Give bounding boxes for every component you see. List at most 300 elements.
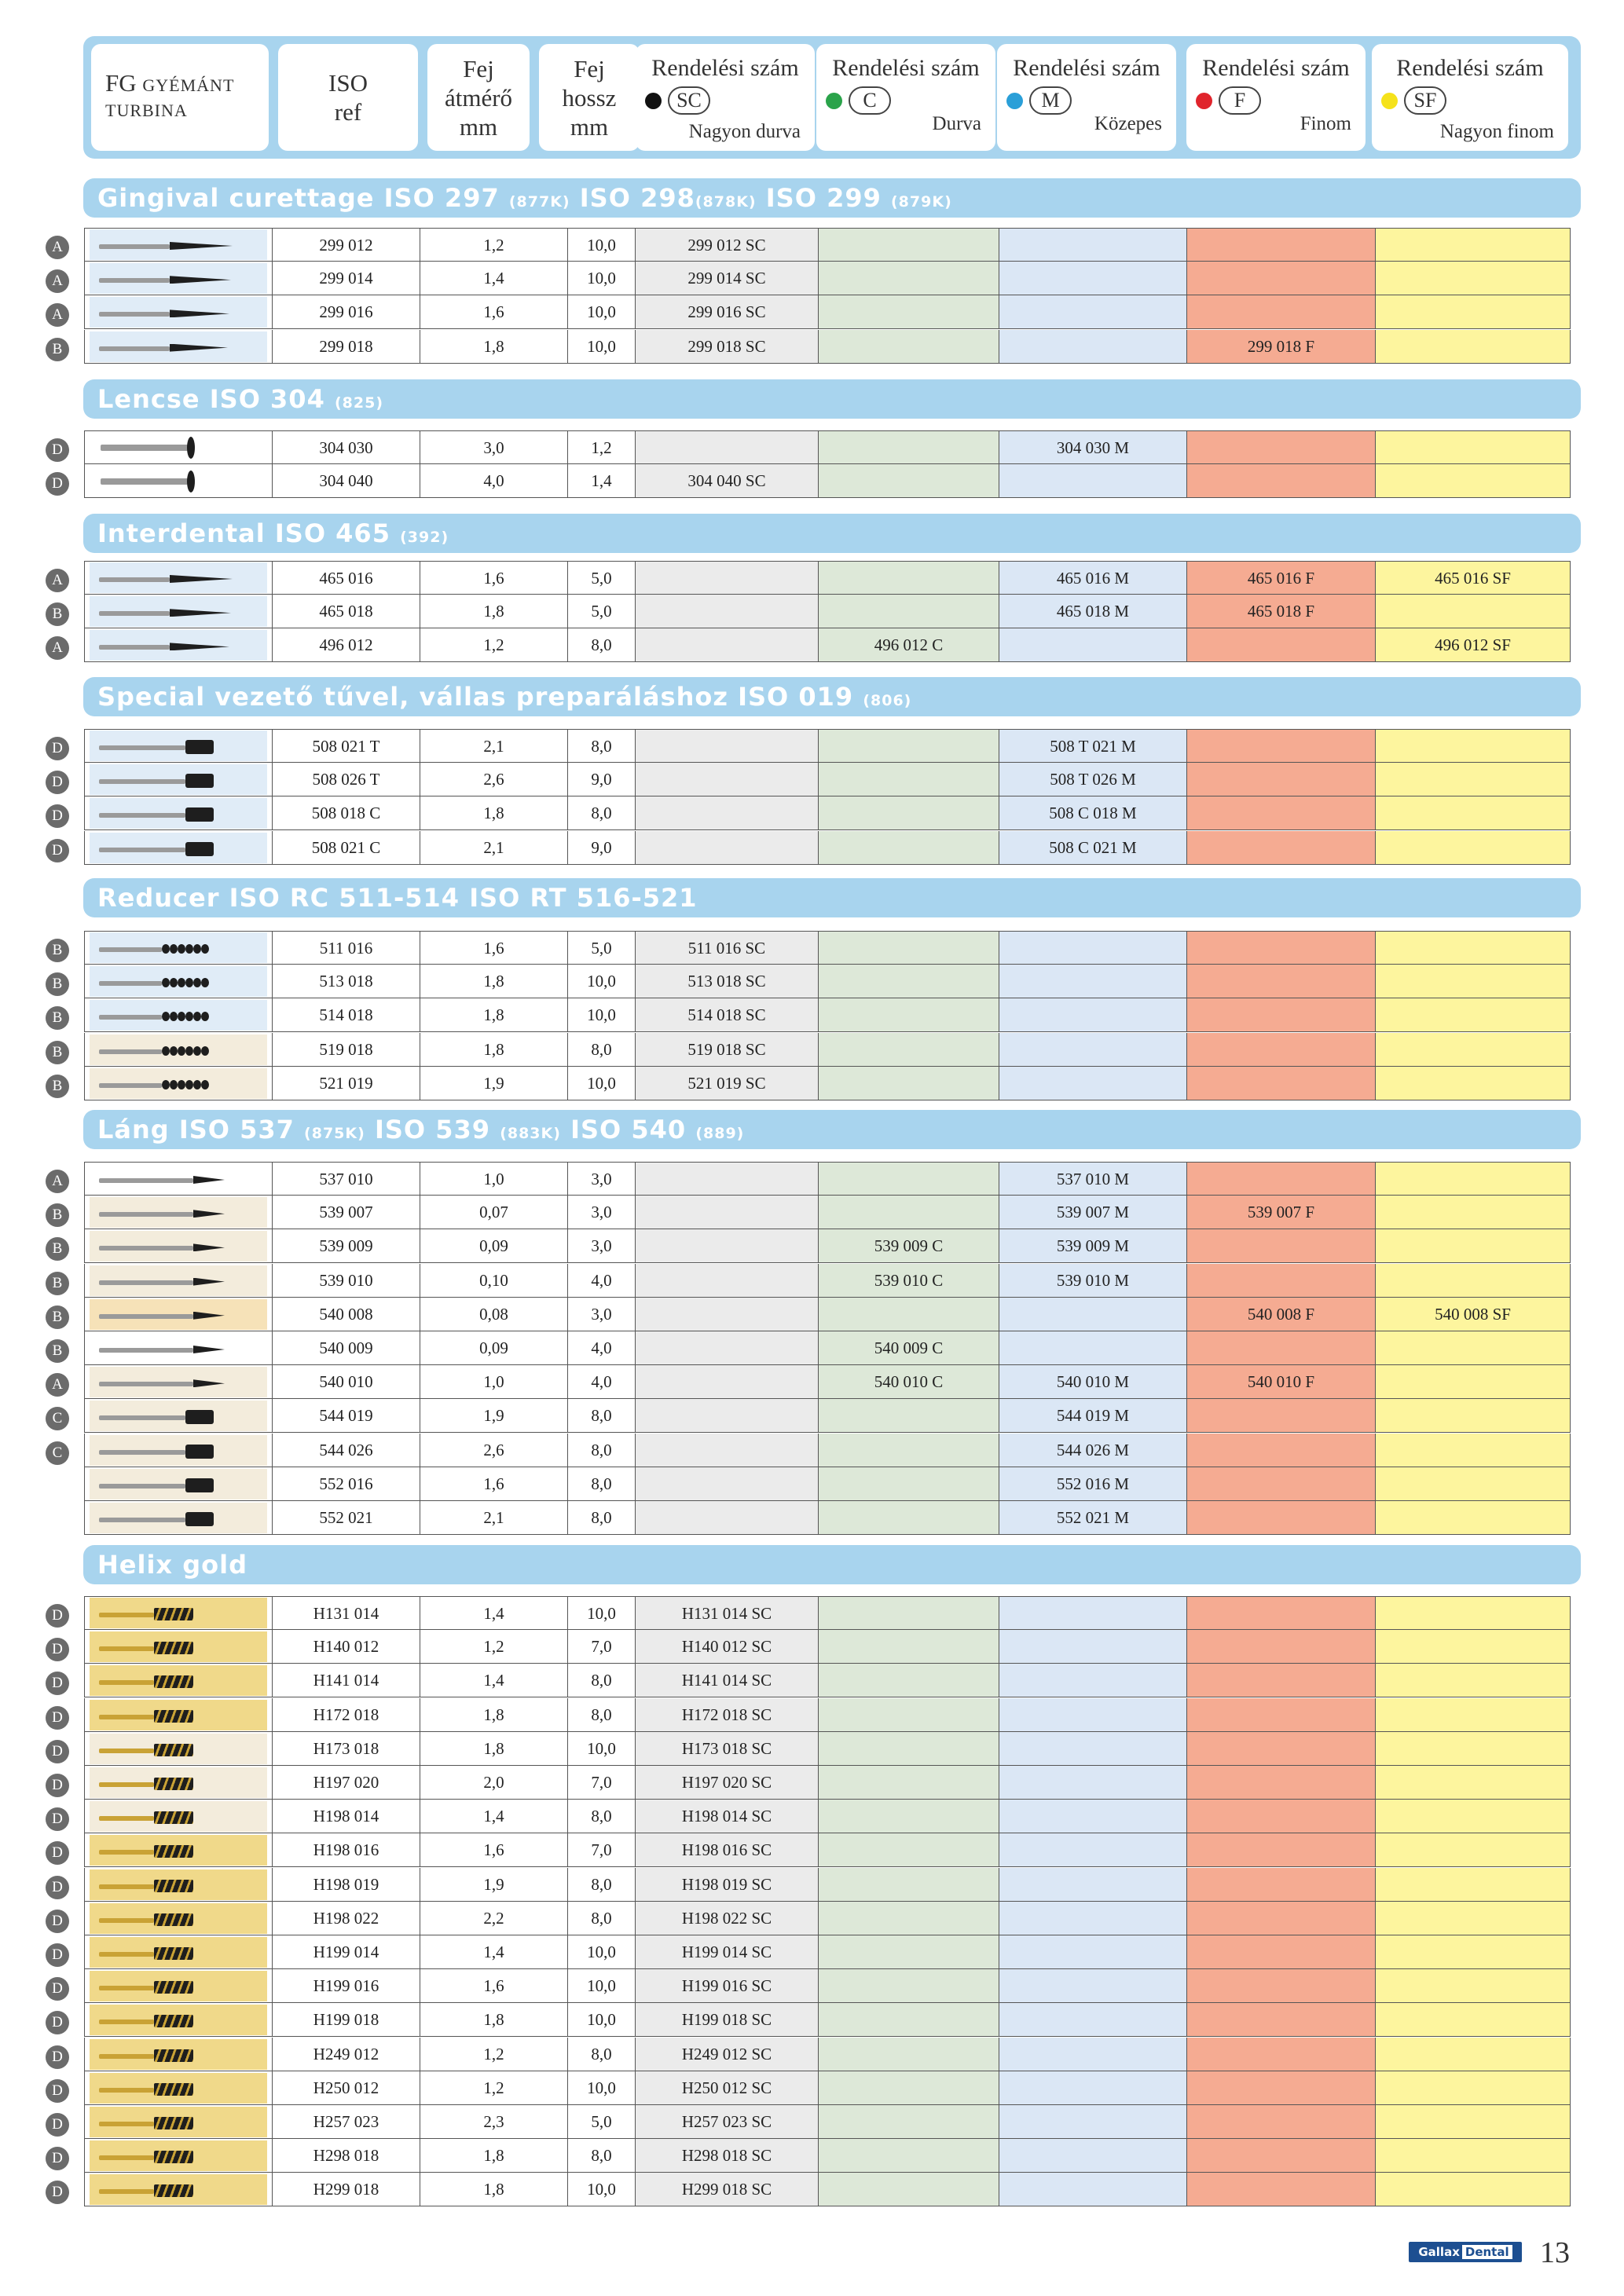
bur-illustration xyxy=(90,1333,267,1364)
shape-badge: B xyxy=(46,1339,69,1363)
bur-bead xyxy=(162,1046,170,1056)
order-sc-cell xyxy=(636,729,819,763)
head-diameter-cell: 1,6 xyxy=(420,1969,568,2003)
order-m-cell xyxy=(999,1800,1187,1833)
table-row xyxy=(0,1902,1624,1935)
order-m-cell xyxy=(999,228,1187,262)
iso-ref-cell: 519 018 xyxy=(273,1033,420,1067)
head-diameter-cell: 1,9 xyxy=(420,1067,568,1100)
bur-illustration xyxy=(90,466,267,496)
order-m-cell xyxy=(999,2105,1187,2139)
head-diameter-cell: 1,2 xyxy=(420,2038,568,2071)
page-number: 13 xyxy=(1540,2236,1570,2269)
table-row xyxy=(0,931,1624,965)
iso-ref-cell: 304 030 xyxy=(273,430,420,464)
order-f-cell xyxy=(1187,262,1376,295)
bur-shank xyxy=(101,445,189,451)
order-c-cell xyxy=(819,1467,999,1501)
order-f-cell xyxy=(1187,1229,1376,1263)
table-row xyxy=(0,1033,1624,1067)
order-m-cell xyxy=(999,262,1187,295)
order-f-cell: 465 016 F xyxy=(1187,561,1376,595)
order-c-cell xyxy=(819,1766,999,1800)
order-f-cell xyxy=(1187,1434,1376,1467)
order-m-cell: 537 010 M xyxy=(999,1162,1187,1196)
iso-ref-cell: 508 018 C xyxy=(273,796,420,830)
order-c-cell xyxy=(819,262,999,295)
iso-ref-cell: 539 010 xyxy=(273,1264,420,1298)
order-sf-cell xyxy=(1376,1501,1571,1535)
bur-bead xyxy=(170,1012,178,1021)
order-m-cell xyxy=(999,1630,1187,1664)
bur-head xyxy=(187,471,195,493)
bur-shank xyxy=(99,779,185,784)
shape-badge: B xyxy=(46,972,69,996)
bur-shank xyxy=(99,1015,162,1020)
iso-ref-cell: H141 014 xyxy=(273,1664,420,1697)
order-m-cell xyxy=(999,330,1187,364)
iso-ref-cell: H173 018 xyxy=(273,1732,420,1766)
order-code-row xyxy=(1372,86,1568,115)
order-sc-cell: H299 018 SC xyxy=(636,2173,819,2206)
head-length-cell: 8,0 xyxy=(568,729,636,763)
bur-shank xyxy=(99,346,170,351)
head-length-cell: 10,0 xyxy=(568,2071,636,2105)
table-row xyxy=(0,295,1624,329)
section-title-part: Interdental ISO 465 xyxy=(97,518,401,548)
order-c-cell xyxy=(819,1698,999,1732)
bur-head xyxy=(154,1608,193,1620)
shape-badge: B xyxy=(46,602,69,626)
order-c-cell xyxy=(819,831,999,865)
bur-illustration xyxy=(90,1971,267,2001)
head-diameter-cell: 1,4 xyxy=(420,1800,568,1833)
bur-bead xyxy=(162,1080,170,1089)
iso-ref-cell: 511 016 xyxy=(273,931,420,965)
order-f-cell xyxy=(1187,2105,1376,2139)
order-m-cell: 304 030 M xyxy=(999,430,1187,464)
shape-badge: A xyxy=(46,569,69,592)
order-m-cell: 552 016 M xyxy=(999,1467,1187,1501)
head-diameter-cell: 1,2 xyxy=(420,1630,568,1664)
bur-head xyxy=(154,2049,193,2062)
bur-bead xyxy=(162,1012,170,1021)
order-sc-cell xyxy=(636,561,819,595)
bur-head xyxy=(193,1379,225,1387)
iso-ref-cell: 540 008 xyxy=(273,1298,420,1331)
bur-illustration xyxy=(90,1034,267,1065)
order-f-cell xyxy=(1187,2139,1376,2173)
table-row xyxy=(0,1969,1624,2003)
section-title xyxy=(83,1545,1581,1584)
order-sf-cell xyxy=(1376,729,1571,763)
grade-description: Nagyon finom xyxy=(1439,121,1554,142)
bur-head xyxy=(193,1243,225,1251)
order-m-cell xyxy=(999,2038,1187,2071)
order-f-cell xyxy=(1187,931,1376,965)
head-length-cell: 10,0 xyxy=(568,2173,636,2206)
bur-head xyxy=(170,575,233,583)
bur-illustration xyxy=(90,1631,267,1662)
order-c-cell xyxy=(819,1162,999,1196)
head-length-cell: 3,0 xyxy=(568,1298,636,1331)
shape-badge: D xyxy=(46,472,69,496)
iso-ref-cell: 552 016 xyxy=(273,1467,420,1501)
head-diameter-cell: 1,8 xyxy=(420,2173,568,2206)
head-diameter-cell: 0,07 xyxy=(420,1196,568,1229)
order-m-cell xyxy=(999,295,1187,329)
shape-badge: D xyxy=(46,1638,69,1661)
table-row xyxy=(0,464,1624,498)
header-order-sf xyxy=(1372,44,1568,151)
iso-ref-cell: 521 019 xyxy=(273,1067,420,1100)
order-m-cell xyxy=(999,1833,1187,1867)
order-sf-cell xyxy=(1376,2071,1571,2105)
grade-description: Nagyon durva xyxy=(688,121,801,142)
section-title-part: ISO 539 xyxy=(365,1115,500,1144)
head-length-cell: 10,0 xyxy=(568,1596,636,1630)
order-f-cell xyxy=(1187,763,1376,796)
table-row xyxy=(0,729,1624,763)
section-title xyxy=(83,514,1581,553)
iso-ref-cell: H140 012 xyxy=(273,1630,420,1664)
section-title-part: Helix gold xyxy=(97,1550,247,1580)
bur-bead xyxy=(170,1046,178,1056)
order-m-cell xyxy=(999,998,1187,1032)
head-diameter-cell: 1,6 xyxy=(420,1467,568,1501)
order-m-cell xyxy=(999,1902,1187,1935)
order-f-cell xyxy=(1187,464,1376,498)
bur-head xyxy=(170,609,231,617)
bur-illustration xyxy=(90,1665,267,1696)
order-sf-cell xyxy=(1376,831,1571,865)
iso-ref-cell: 514 018 xyxy=(273,998,420,1032)
order-f-cell xyxy=(1187,1800,1376,1833)
bur-shank xyxy=(99,2155,154,2160)
bur-illustration xyxy=(90,2039,267,2070)
bur-head xyxy=(154,1778,193,1790)
order-sc-cell: H199 018 SC xyxy=(636,2003,819,2037)
head-length-cell: 10,0 xyxy=(568,330,636,364)
bur-illustration xyxy=(90,1231,267,1262)
order-f-cell xyxy=(1187,1596,1376,1630)
order-sc-cell xyxy=(636,1434,819,1467)
order-m-cell xyxy=(999,464,1187,498)
shape-badge: B xyxy=(46,939,69,962)
order-sf-cell xyxy=(1376,796,1571,830)
shape-badge: C xyxy=(46,1407,69,1430)
section-title xyxy=(83,878,1581,917)
bur-head xyxy=(170,344,228,352)
head-length-cell: 8,0 xyxy=(568,1902,636,1935)
order-sf-cell xyxy=(1376,1766,1571,1800)
bur-head xyxy=(154,1880,193,1892)
order-sc-cell: 299 014 SC xyxy=(636,262,819,295)
order-code-row xyxy=(816,86,995,115)
order-sf-cell xyxy=(1376,1365,1571,1399)
shape-badge: D xyxy=(46,1876,69,1899)
section-title-part: (889) xyxy=(695,1125,745,1142)
order-sf-cell xyxy=(1376,595,1571,628)
head-length-cell: 8,0 xyxy=(568,1467,636,1501)
table-row xyxy=(0,1434,1624,1467)
order-f-cell xyxy=(1187,2071,1376,2105)
order-sf-cell xyxy=(1376,1902,1571,1935)
header-product-fg: FG xyxy=(105,69,137,97)
order-m-cell: 508 T 021 M xyxy=(999,729,1187,763)
order-c-cell xyxy=(819,1596,999,1630)
order-sf-cell xyxy=(1376,931,1571,965)
order-c-cell xyxy=(819,464,999,498)
head-length-cell: 10,0 xyxy=(568,998,636,1032)
bur-bead xyxy=(201,944,209,954)
bur-illustration xyxy=(90,1937,267,1968)
head-diameter-cell: 1,8 xyxy=(420,1698,568,1732)
bur-head xyxy=(170,242,233,250)
order-code-row xyxy=(997,86,1176,115)
grade-code: C xyxy=(849,86,891,115)
bur-shank xyxy=(101,478,189,485)
bur-illustration xyxy=(90,1503,267,1533)
head-diameter-cell: 1,8 xyxy=(420,330,568,364)
order-m-cell xyxy=(999,965,1187,998)
order-f-cell xyxy=(1187,1935,1376,1969)
head-diameter-cell: 2,3 xyxy=(420,2105,568,2139)
order-sf-cell xyxy=(1376,430,1571,464)
bur-head xyxy=(154,1744,193,1756)
order-f-cell xyxy=(1187,729,1376,763)
head-length-cell: 5,0 xyxy=(568,595,636,628)
order-f-cell xyxy=(1187,1399,1376,1433)
iso-ref-cell: H199 018 xyxy=(273,2003,420,2037)
order-f-cell xyxy=(1187,2038,1376,2071)
bur-head xyxy=(162,1045,209,1057)
bur-shank xyxy=(99,2189,154,2194)
order-c-cell xyxy=(819,1434,999,1467)
head-length-cell: 8,0 xyxy=(568,628,636,662)
header-head-diameter: Fej átmérő mm xyxy=(427,44,530,151)
bur-bead xyxy=(193,1046,201,1056)
head-length-cell: 5,0 xyxy=(568,2105,636,2139)
iso-ref-cell: 552 021 xyxy=(273,1501,420,1535)
order-sc-cell: 299 012 SC xyxy=(636,228,819,262)
head-length-cell: 4,0 xyxy=(568,1331,636,1365)
bur-bead xyxy=(178,978,185,987)
head-length-cell: 8,0 xyxy=(568,1698,636,1732)
bur-illustration xyxy=(90,1197,267,1228)
order-m-cell: 508 C 018 M xyxy=(999,796,1187,830)
order-f-cell xyxy=(1187,1833,1376,1867)
bur-shank xyxy=(99,1382,193,1386)
table-row xyxy=(0,430,1624,464)
order-sc-cell: 299 016 SC xyxy=(636,295,819,329)
grade-description: Finom xyxy=(1300,113,1351,134)
bur-shank xyxy=(99,1280,193,1285)
table-row xyxy=(0,763,1624,796)
order-sc-cell xyxy=(636,595,819,628)
bur-illustration xyxy=(90,2107,267,2137)
order-m-cell xyxy=(999,931,1187,965)
shape-badge: D xyxy=(46,2079,69,2103)
bur-bead xyxy=(178,1046,185,1056)
order-c-cell xyxy=(819,330,999,364)
table-row xyxy=(0,965,1624,998)
bur-shank xyxy=(99,1680,154,1685)
order-sf-cell xyxy=(1376,295,1571,329)
grade-dot-icon xyxy=(1381,93,1398,109)
head-length-cell: 9,0 xyxy=(568,831,636,865)
order-c-cell xyxy=(819,1501,999,1535)
order-sf-cell xyxy=(1376,1434,1571,1467)
order-m-cell: 544 026 M xyxy=(999,1434,1187,1467)
order-sc-cell: H198 014 SC xyxy=(636,1800,819,1833)
head-length-cell: 7,0 xyxy=(568,1766,636,1800)
iso-ref-cell: 508 021 T xyxy=(273,729,420,763)
bur-bead xyxy=(178,944,185,954)
bur-bead xyxy=(185,978,193,987)
iso-ref-cell: H249 012 xyxy=(273,2038,420,2071)
order-f-cell xyxy=(1187,831,1376,865)
head-length-cell: 8,0 xyxy=(568,1399,636,1433)
order-sc-cell xyxy=(636,1365,819,1399)
grade-dot-icon xyxy=(1196,93,1212,109)
bur-shank xyxy=(99,2020,154,2024)
order-m-cell xyxy=(999,1698,1187,1732)
grade-dot-icon xyxy=(826,93,842,109)
head-diameter-cell: 1,2 xyxy=(420,2071,568,2105)
order-sf-cell xyxy=(1376,2105,1571,2139)
table-row xyxy=(0,1196,1624,1229)
table-row xyxy=(0,1067,1624,1100)
shape-badge: B xyxy=(46,1237,69,1261)
iso-ref-cell: H131 014 xyxy=(273,1596,420,1630)
bur-shank xyxy=(99,1212,193,1217)
grade-description: Közepes xyxy=(1094,113,1162,134)
order-m-cell: 508 C 021 M xyxy=(999,831,1187,865)
head-diameter-cell: 1,9 xyxy=(420,1868,568,1902)
order-m-cell xyxy=(999,1596,1187,1630)
head-diameter-cell: 1,0 xyxy=(420,1365,568,1399)
iso-ref-cell: H257 023 xyxy=(273,2105,420,2139)
iso-ref-cell: 540 010 xyxy=(273,1365,420,1399)
head-length-cell: 8,0 xyxy=(568,1434,636,1467)
head-diameter-cell: 3,0 xyxy=(420,430,568,464)
section-title-part: Lencse ISO 304 xyxy=(97,384,335,414)
bur-head xyxy=(185,807,214,822)
grade-code: F xyxy=(1219,86,1261,115)
bur-shank xyxy=(99,1918,154,1923)
header-product-diamond: GYÉMÁNT xyxy=(142,75,235,95)
bur-illustration xyxy=(90,630,267,661)
table-row xyxy=(0,1732,1624,1766)
order-m-cell xyxy=(999,2003,1187,2037)
order-f-cell xyxy=(1187,1467,1376,1501)
header-product-turbine: TURBINA xyxy=(105,101,188,120)
order-c-cell xyxy=(819,561,999,595)
shape-badge: D xyxy=(46,804,69,828)
shape-badge: A xyxy=(46,1170,69,1193)
bur-bead xyxy=(193,1080,201,1089)
bur-shank xyxy=(99,1850,154,1855)
order-sf-cell xyxy=(1376,464,1571,498)
order-c-cell xyxy=(819,1033,999,1067)
order-m-cell xyxy=(999,1935,1187,1969)
order-sf-cell xyxy=(1376,262,1571,295)
head-diameter-cell: 0,09 xyxy=(420,1331,568,1365)
head-diameter-cell: 1,8 xyxy=(420,965,568,998)
order-f-cell xyxy=(1187,628,1376,662)
section-title-part: ISO 299 xyxy=(756,183,891,213)
head-length-cell: 10,0 xyxy=(568,1067,636,1100)
bur-head xyxy=(154,1981,193,1994)
order-m-cell xyxy=(999,1868,1187,1902)
section-title-part: ISO 298 xyxy=(570,183,695,213)
order-c-cell xyxy=(819,1196,999,1229)
iso-ref-cell: H299 018 xyxy=(273,2173,420,2206)
head-length-cell: 4,0 xyxy=(568,1264,636,1298)
bur-bead xyxy=(162,944,170,954)
table-row xyxy=(0,1365,1624,1399)
bur-head xyxy=(154,2151,193,2163)
order-f-cell: 540 008 F xyxy=(1187,1298,1376,1331)
iso-ref-cell: H199 014 xyxy=(273,1935,420,1969)
head-diameter-cell: 1,4 xyxy=(420,1664,568,1697)
bur-bead xyxy=(193,978,201,987)
table-row xyxy=(0,1766,1624,1800)
order-sf-cell xyxy=(1376,2003,1571,2037)
iso-ref-cell: H198 016 xyxy=(273,1833,420,1867)
head-length-cell: 3,0 xyxy=(568,1229,636,1263)
order-title: Rendelési szám xyxy=(651,55,799,81)
bur-bead xyxy=(201,1012,209,1021)
order-c-cell xyxy=(819,931,999,965)
iso-ref-cell: H197 020 xyxy=(273,1766,420,1800)
bur-shank xyxy=(99,244,170,249)
order-title: Rendelési szám xyxy=(1202,55,1350,81)
bur-illustration xyxy=(90,562,267,593)
order-c-cell xyxy=(819,1399,999,1433)
head-length-cell: 1,4 xyxy=(568,464,636,498)
order-sc-cell xyxy=(636,831,819,865)
shape-badge: D xyxy=(46,1774,69,1797)
order-m-cell: 552 021 M xyxy=(999,1501,1187,1535)
table-row xyxy=(0,1399,1624,1433)
bur-shank xyxy=(99,1986,154,1990)
order-sf-cell xyxy=(1376,1596,1571,1630)
table-row xyxy=(0,1264,1624,1298)
head-diameter-cell: 1,6 xyxy=(420,295,568,329)
table-row xyxy=(0,628,1624,662)
bur-head xyxy=(162,943,209,955)
iso-ref-cell: 299 014 xyxy=(273,262,420,295)
iso-ref-cell: 465 016 xyxy=(273,561,420,595)
table-row xyxy=(0,2139,1624,2173)
bur-illustration xyxy=(90,1903,267,1934)
shape-badge: D xyxy=(46,2045,69,2069)
table-row xyxy=(0,2105,1624,2139)
bur-shank xyxy=(99,1415,185,1420)
shape-badge: D xyxy=(46,1706,69,1730)
bur-shank xyxy=(99,745,185,750)
table-row xyxy=(0,2173,1624,2206)
order-m-cell xyxy=(999,1732,1187,1766)
order-sc-cell xyxy=(636,1399,819,1433)
iso-ref-cell: H198 022 xyxy=(273,1902,420,1935)
order-f-cell xyxy=(1187,295,1376,329)
bur-head xyxy=(170,309,229,317)
order-m-cell: 508 T 026 M xyxy=(999,763,1187,796)
section-title-part: (875K) xyxy=(304,1125,365,1142)
